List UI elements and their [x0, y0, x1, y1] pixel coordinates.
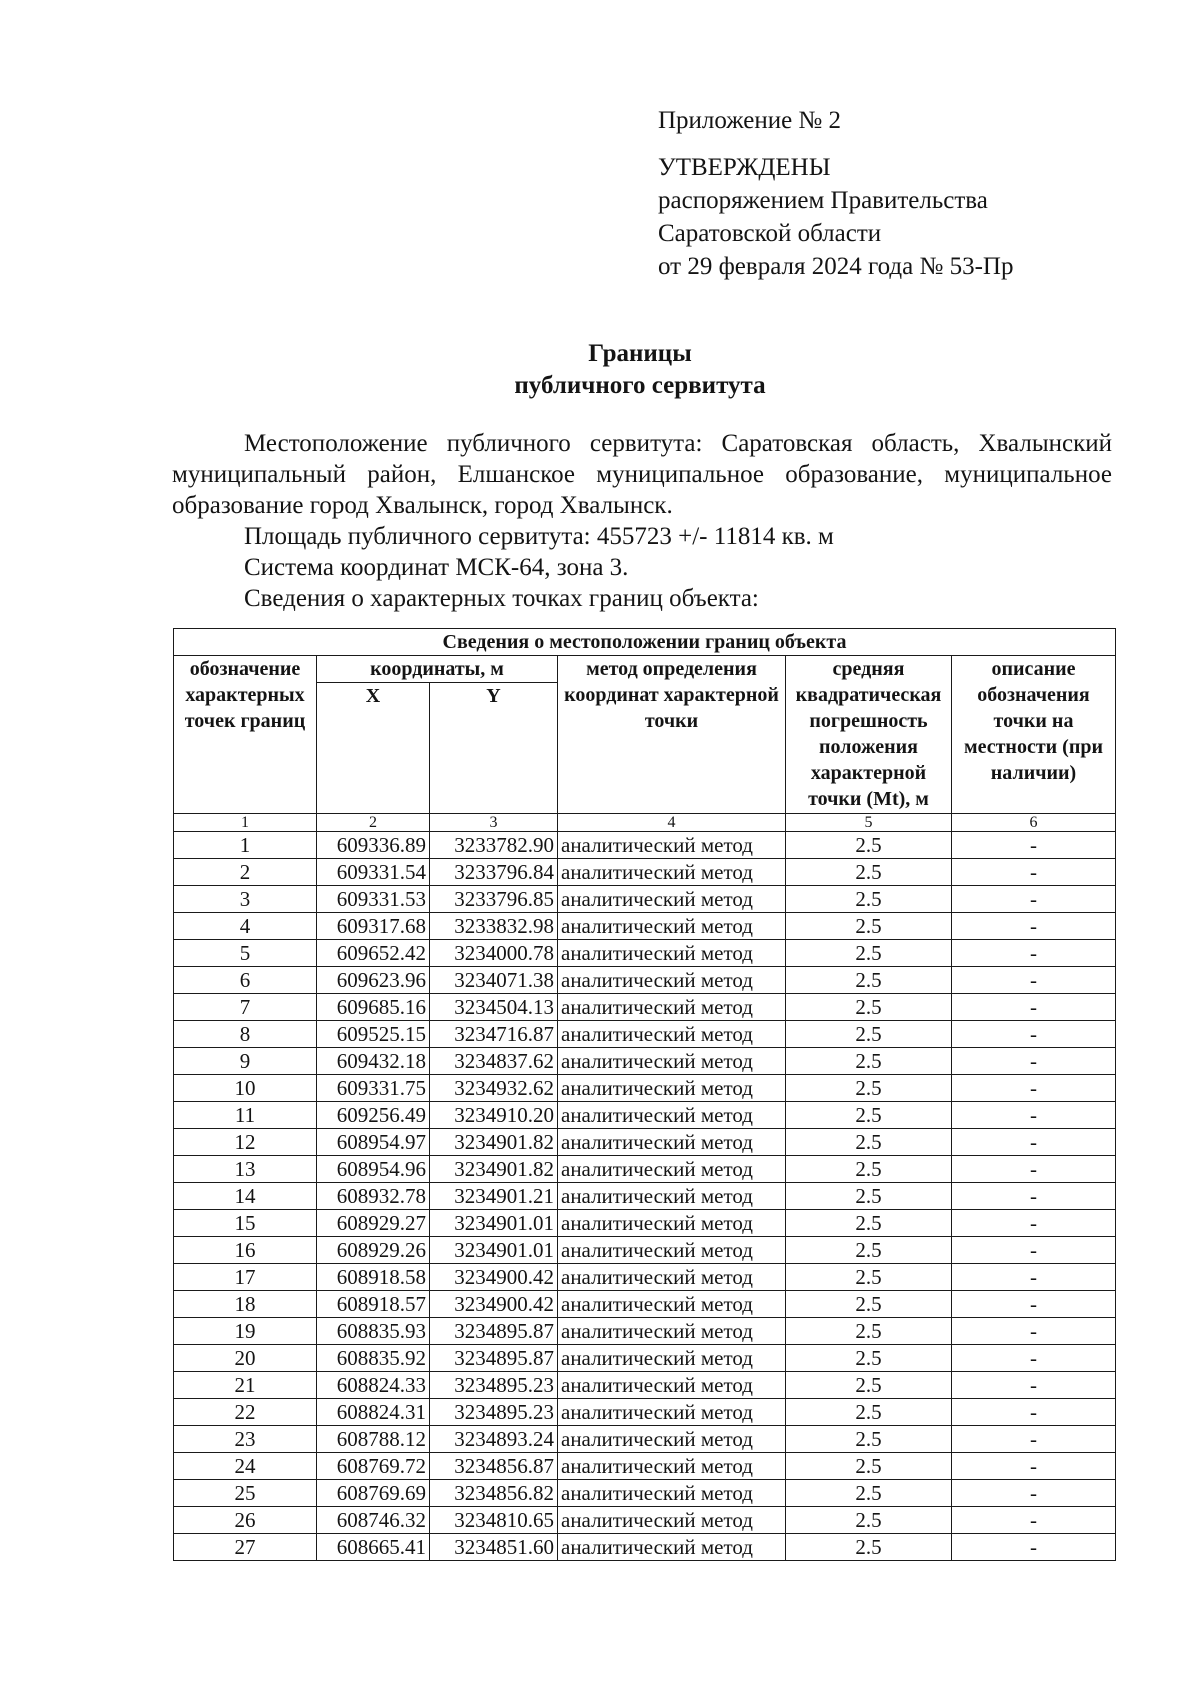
table-row	[174, 1480, 1116, 1507]
boundary-points-table	[173, 628, 1116, 1561]
description-cell: -	[952, 1318, 1116, 1345]
description-cell: -	[952, 913, 1116, 940]
y-coord-cell: 3234901.82	[430, 1156, 558, 1183]
point-id-cell: 8	[174, 1021, 317, 1048]
header-desc: описание обозначения точки на местности (при наличии)	[952, 656, 1116, 814]
description-cell: -	[952, 1264, 1116, 1291]
point-id-cell: 19	[174, 1318, 317, 1345]
x-coord-cell: 609331.54	[317, 859, 430, 886]
method-cell: аналитический метод	[558, 994, 786, 1021]
description-cell: -	[952, 886, 1116, 913]
point-id-cell: 26	[174, 1507, 317, 1534]
description-cell: -	[952, 1237, 1116, 1264]
method-cell: аналитический метод	[558, 1210, 786, 1237]
error-cell: 2.5	[786, 832, 952, 859]
point-id-cell: 5	[174, 940, 317, 967]
x-coord-cell: 608918.57	[317, 1291, 430, 1318]
point-id-cell: 23	[174, 1426, 317, 1453]
description-cell: -	[952, 1183, 1116, 1210]
table-row	[174, 1426, 1116, 1453]
point-id-cell: 3	[174, 886, 317, 913]
method-cell: аналитический метод	[558, 1048, 786, 1075]
document-title	[0, 338, 1200, 402]
description-cell: -	[952, 1291, 1116, 1318]
error-cell: 2.5	[786, 1156, 952, 1183]
error-cell: 2.5	[786, 1129, 952, 1156]
y-coord-cell: 3234932.62	[430, 1075, 558, 1102]
x-coord-cell: 608929.27	[317, 1210, 430, 1237]
description-cell: -	[952, 1210, 1116, 1237]
x-coord-cell: 609623.96	[317, 967, 430, 994]
approved-line-2: Саратовской области	[658, 220, 882, 247]
col-number: 5	[786, 814, 952, 832]
description-cell: -	[952, 967, 1116, 994]
header-y: Y	[430, 683, 558, 814]
area-line: Площадь публичного сервитута: 455723 +/- 11814 кв. м	[244, 523, 834, 550]
x-coord-cell: 608788.12	[317, 1426, 430, 1453]
table-row	[174, 1318, 1116, 1345]
method-cell: аналитический метод	[558, 1129, 786, 1156]
y-coord-cell: 3234895.87	[430, 1318, 558, 1345]
table-body	[174, 832, 1116, 1561]
table-row	[174, 1372, 1116, 1399]
error-cell: 2.5	[786, 1426, 952, 1453]
table-row	[174, 940, 1116, 967]
table-row	[174, 1048, 1116, 1075]
table-row	[174, 1102, 1116, 1129]
x-coord-cell: 609432.18	[317, 1048, 430, 1075]
table-caption: Сведения о местоположении границ объекта	[174, 629, 1116, 656]
error-cell: 2.5	[786, 1048, 952, 1075]
x-coord-cell: 608769.69	[317, 1480, 430, 1507]
description-cell: -	[952, 1399, 1116, 1426]
error-cell: 2.5	[786, 1210, 952, 1237]
table-row	[174, 1291, 1116, 1318]
table-row	[174, 1210, 1116, 1237]
method-cell: аналитический метод	[558, 832, 786, 859]
y-coord-cell: 3234900.42	[430, 1291, 558, 1318]
table-row	[174, 1183, 1116, 1210]
point-id-cell: 12	[174, 1129, 317, 1156]
y-coord-cell: 3234851.60	[430, 1534, 558, 1561]
y-coord-cell: 3234810.65	[430, 1507, 558, 1534]
error-cell: 2.5	[786, 1075, 952, 1102]
x-coord-cell: 608835.93	[317, 1318, 430, 1345]
method-cell: аналитический метод	[558, 913, 786, 940]
method-cell: аналитический метод	[558, 1237, 786, 1264]
error-cell: 2.5	[786, 1183, 952, 1210]
error-cell: 2.5	[786, 1102, 952, 1129]
appendix-block	[658, 104, 1013, 283]
x-coord-cell: 608824.31	[317, 1399, 430, 1426]
x-coord-cell: 608954.96	[317, 1156, 430, 1183]
description-cell: -	[952, 994, 1116, 1021]
y-coord-cell: 3233782.90	[430, 832, 558, 859]
header-point: обозначение характерных точек границ	[174, 656, 317, 814]
error-cell: 2.5	[786, 859, 952, 886]
point-id-cell: 18	[174, 1291, 317, 1318]
point-id-cell: 13	[174, 1156, 317, 1183]
error-cell: 2.5	[786, 1237, 952, 1264]
point-id-cell: 6	[174, 967, 317, 994]
description-cell: -	[952, 1480, 1116, 1507]
table-row	[174, 859, 1116, 886]
error-cell: 2.5	[786, 1291, 952, 1318]
y-coord-cell: 3234895.87	[430, 1345, 558, 1372]
x-coord-cell: 608954.97	[317, 1129, 430, 1156]
error-cell: 2.5	[786, 1480, 952, 1507]
y-coord-cell: 3234071.38	[430, 967, 558, 994]
y-coord-cell: 3234901.82	[430, 1129, 558, 1156]
x-coord-cell: 609256.49	[317, 1102, 430, 1129]
error-cell: 2.5	[786, 1534, 952, 1561]
point-id-cell: 7	[174, 994, 317, 1021]
table-row	[174, 1156, 1116, 1183]
point-id-cell: 4	[174, 913, 317, 940]
description-cell: -	[952, 1453, 1116, 1480]
point-id-cell: 16	[174, 1237, 317, 1264]
y-coord-cell: 3233832.98	[430, 913, 558, 940]
description-cell: -	[952, 1021, 1116, 1048]
location-paragraph: Местоположение публичного сервитута: Саратовская область, Хвалынский муниципальный район, Елшанское муниципальное образование, муниципальное образование город Хвалынск, город Хвалынск.	[172, 430, 1112, 519]
description-cell: -	[952, 1129, 1116, 1156]
approved-heading: УТВЕРЖДЕНЫ	[658, 154, 831, 181]
table-row	[174, 832, 1116, 859]
y-coord-cell: 3234895.23	[430, 1399, 558, 1426]
description-cell: -	[952, 1372, 1116, 1399]
y-coord-cell: 3234901.01	[430, 1210, 558, 1237]
description-cell: -	[952, 1345, 1116, 1372]
error-cell: 2.5	[786, 1345, 952, 1372]
method-cell: аналитический метод	[558, 1264, 786, 1291]
x-coord-cell: 608824.33	[317, 1372, 430, 1399]
y-coord-cell: 3233796.85	[430, 886, 558, 913]
error-cell: 2.5	[786, 913, 952, 940]
point-id-cell: 20	[174, 1345, 317, 1372]
header-x: X	[317, 683, 430, 814]
description-cell: -	[952, 1534, 1116, 1561]
point-id-cell: 10	[174, 1075, 317, 1102]
x-coord-cell: 608835.92	[317, 1345, 430, 1372]
point-id-cell: 22	[174, 1399, 317, 1426]
y-coord-cell: 3234910.20	[430, 1102, 558, 1129]
description-cell: -	[952, 832, 1116, 859]
x-coord-cell: 609331.75	[317, 1075, 430, 1102]
table-row	[174, 1075, 1116, 1102]
method-cell: аналитический метод	[558, 1399, 786, 1426]
x-coord-cell: 608746.32	[317, 1507, 430, 1534]
point-id-cell: 21	[174, 1372, 317, 1399]
method-cell: аналитический метод	[558, 940, 786, 967]
x-coord-cell: 609336.89	[317, 832, 430, 859]
table-row	[174, 1453, 1116, 1480]
x-coord-cell: 609525.15	[317, 1021, 430, 1048]
error-cell: 2.5	[786, 994, 952, 1021]
y-coord-cell: 3234504.13	[430, 994, 558, 1021]
method-cell: аналитический метод	[558, 1102, 786, 1129]
error-cell: 2.5	[786, 886, 952, 913]
method-cell: аналитический метод	[558, 1291, 786, 1318]
description-cell: -	[952, 1156, 1116, 1183]
x-coord-cell: 609685.16	[317, 994, 430, 1021]
x-coord-cell: 608918.58	[317, 1264, 430, 1291]
point-id-cell: 14	[174, 1183, 317, 1210]
col-number: 1	[174, 814, 317, 832]
method-cell: аналитический метод	[558, 1453, 786, 1480]
method-cell: аналитический метод	[558, 1507, 786, 1534]
method-cell: аналитический метод	[558, 1021, 786, 1048]
description-cell: -	[952, 1507, 1116, 1534]
y-coord-cell: 3233796.84	[430, 859, 558, 886]
table-row	[174, 1237, 1116, 1264]
description-cell: -	[952, 1426, 1116, 1453]
error-cell: 2.5	[786, 1021, 952, 1048]
method-cell: аналитический метод	[558, 1156, 786, 1183]
point-id-cell: 9	[174, 1048, 317, 1075]
point-id-cell: 11	[174, 1102, 317, 1129]
error-cell: 2.5	[786, 940, 952, 967]
x-coord-cell: 608932.78	[317, 1183, 430, 1210]
method-cell: аналитический метод	[558, 886, 786, 913]
y-coord-cell: 3234000.78	[430, 940, 558, 967]
description-cell: -	[952, 1102, 1116, 1129]
table-row	[174, 1507, 1116, 1534]
error-cell: 2.5	[786, 1372, 952, 1399]
points-intro-line: Сведения о характерных точках границ объекта:	[244, 585, 759, 612]
table-row	[174, 1264, 1116, 1291]
y-coord-cell: 3234856.87	[430, 1453, 558, 1480]
intro-text	[172, 428, 1112, 614]
appendix-label: Приложение № 2	[658, 107, 842, 134]
col-number: 6	[952, 814, 1116, 832]
y-coord-cell: 3234837.62	[430, 1048, 558, 1075]
method-cell: аналитический метод	[558, 1075, 786, 1102]
method-cell: аналитический метод	[558, 1372, 786, 1399]
y-coord-cell: 3234901.21	[430, 1183, 558, 1210]
error-cell: 2.5	[786, 1264, 952, 1291]
x-coord-cell: 609317.68	[317, 913, 430, 940]
method-cell: аналитический метод	[558, 1345, 786, 1372]
title-line-1: Границы	[588, 340, 692, 367]
header-method: метод определения координат характерной точки	[558, 656, 786, 814]
description-cell: -	[952, 940, 1116, 967]
table-row	[174, 967, 1116, 994]
method-cell: аналитический метод	[558, 1534, 786, 1561]
table-row	[174, 886, 1116, 913]
x-coord-cell: 609331.53	[317, 886, 430, 913]
col-number: 4	[558, 814, 786, 832]
table-row	[174, 913, 1116, 940]
error-cell: 2.5	[786, 1507, 952, 1534]
y-coord-cell: 3234900.42	[430, 1264, 558, 1291]
y-coord-cell: 3234893.24	[430, 1426, 558, 1453]
x-coord-cell: 608769.72	[317, 1453, 430, 1480]
header-coords: координаты, м	[317, 656, 558, 683]
method-cell: аналитический метод	[558, 1318, 786, 1345]
method-cell: аналитический метод	[558, 1183, 786, 1210]
table-row	[174, 994, 1116, 1021]
method-cell: аналитический метод	[558, 1426, 786, 1453]
y-coord-cell: 3234901.01	[430, 1237, 558, 1264]
title-line-2: публичного сервитута	[514, 372, 766, 399]
point-id-cell: 25	[174, 1480, 317, 1507]
description-cell: -	[952, 1048, 1116, 1075]
table-row	[174, 1129, 1116, 1156]
method-cell: аналитический метод	[558, 967, 786, 994]
col-number: 3	[430, 814, 558, 832]
error-cell: 2.5	[786, 1453, 952, 1480]
point-id-cell: 24	[174, 1453, 317, 1480]
method-cell: аналитический метод	[558, 1480, 786, 1507]
error-cell: 2.5	[786, 1318, 952, 1345]
error-cell: 2.5	[786, 1399, 952, 1426]
x-coord-cell: 608929.26	[317, 1237, 430, 1264]
x-coord-cell: 609652.42	[317, 940, 430, 967]
crs-line: Система координат МСК-64, зона 3.	[244, 554, 629, 581]
y-coord-cell: 3234856.82	[430, 1480, 558, 1507]
error-cell: 2.5	[786, 967, 952, 994]
description-cell: -	[952, 1075, 1116, 1102]
point-id-cell: 1	[174, 832, 317, 859]
description-cell: -	[952, 859, 1116, 886]
y-coord-cell: 3234895.23	[430, 1372, 558, 1399]
point-id-cell: 17	[174, 1264, 317, 1291]
approved-line-3: от 29 февраля 2024 года № 53-Пр	[658, 253, 1014, 280]
table-row	[174, 1534, 1116, 1561]
x-coord-cell: 608665.41	[317, 1534, 430, 1561]
header-error: средняя квадратическая погрешность положения характерной точки (Mt), м	[786, 656, 952, 814]
point-id-cell: 27	[174, 1534, 317, 1561]
point-id-cell: 2	[174, 859, 317, 886]
method-cell: аналитический метод	[558, 859, 786, 886]
col-number: 2	[317, 814, 430, 832]
y-coord-cell: 3234716.87	[430, 1021, 558, 1048]
point-id-cell: 15	[174, 1210, 317, 1237]
approved-line-1: распоряжением Правительства	[658, 187, 988, 214]
table-row	[174, 1345, 1116, 1372]
table-row	[174, 1021, 1116, 1048]
table-row	[174, 1399, 1116, 1426]
